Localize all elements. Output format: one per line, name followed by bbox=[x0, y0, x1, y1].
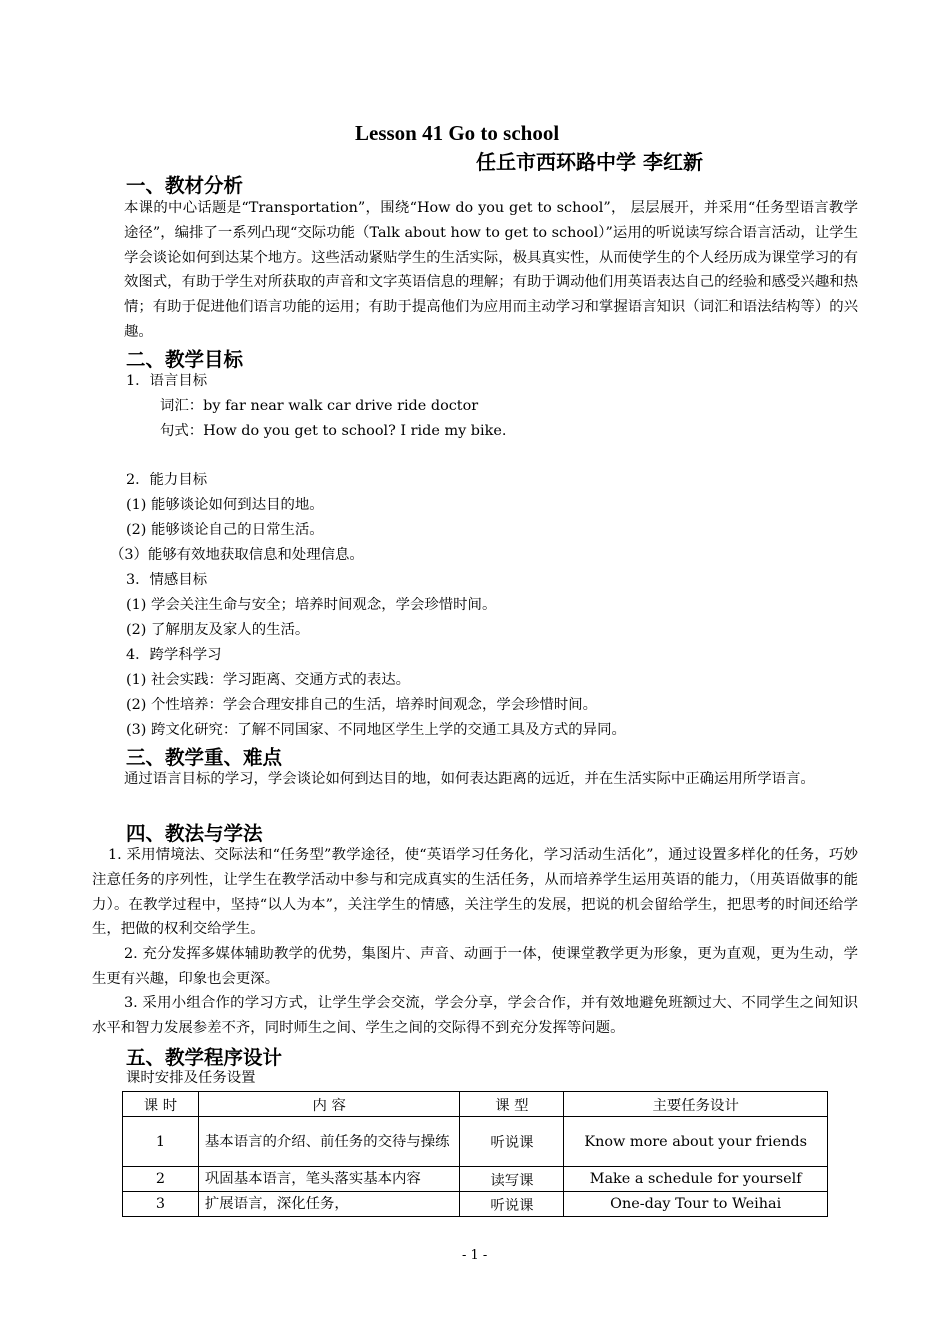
header-type: 课 型 bbox=[460, 1092, 564, 1117]
goal-emotion-2: (2) 了解朋友及家人的生活。 bbox=[126, 622, 310, 638]
header-period: 课 时 bbox=[123, 1092, 199, 1117]
section-2-heading: 二、教学目标 bbox=[126, 348, 244, 371]
schedule-table bbox=[122, 1091, 828, 1217]
row-content: 基本语言的介绍、前任务的交待与操练 bbox=[198, 1117, 460, 1167]
goal-vocabulary: 词汇：by far near walk car drive ride doctor bbox=[160, 398, 479, 414]
goal-ability-2: (2) 能够谈论自己的日常生活。 bbox=[126, 522, 324, 538]
goal-cross-3: (3) 跨文化研究：了解不同国家、不同地区学生上学的交通工具及方式的异同。 bbox=[126, 722, 626, 738]
row-content: 巩固基本语言，笔头落实基本内容 bbox=[198, 1167, 460, 1192]
row-period: 1 bbox=[123, 1117, 199, 1167]
goal-language: 1．语言目标 bbox=[126, 373, 208, 389]
section-4-heading: 四、教法与学法 bbox=[126, 822, 263, 845]
section-4-p2: 2. 充分发挥多媒体辅助教学的优势，集图片、声音、动画于一体，使课堂教学更为形象，更为直观，更为生动，学生更有兴趣，印象也会更深。 bbox=[92, 946, 858, 987]
header-content: 内 容 bbox=[198, 1092, 460, 1117]
section-1-body: 本课的中心话题是“Transportation”，围绕“How do you get to school”， 层层展开，并采用“任务型语言教学途径”，编排了一系列凸现“交际功能（Talk about how to get to school）”运用的听说读写综合语言活动，让学生学会谈论如何到达某个地方。这些活动紧贴学生的生活实际，极具真实性，从而使学生的个人经历成为课堂学习的有效图式，有助于学生对所获取的声音和文字英语信息的理解；有助于调动他们用英语表达自己的经验和感受兴趣和热情；有助于促进他们语言功能的运用；有助于提高他们为应用而主动学习和掌握语言知识（词汇和语法结构等）的兴趣。 bbox=[124, 200, 858, 340]
row-type: 听说课 bbox=[460, 1192, 564, 1217]
row-task: Make a schedule for yourself bbox=[564, 1167, 828, 1192]
section-3-body: 通过语言目标的学习，学会谈论如何到达目的地，如何表达距离的远近，并在生活实际中正确运用所学语言。 bbox=[124, 771, 815, 787]
goal-cross-1: (1) 社会实践：学习距离、交通方式的表达。 bbox=[126, 672, 410, 688]
section-4-p1: 1. 采用情境法、交际法和“任务型”教学途径，使“英语学习任务化，学习活动生活化”，通过设置多样化的任务，巧妙注意任务的序列性，让学生在教学活动中参与和完成真实的生活任务，从而培养学生运用英语的能力，（用英语做事的能力）。在教学过程中，坚持“以人为本”，关注学生的情感，关注学生的发展，把说的机会留给学生，把思考的时间还给学生，把做的权利交给学生。 bbox=[92, 847, 858, 938]
author-line: 任丘市西环路中学 李红新 bbox=[476, 150, 703, 174]
table-caption: 课时安排及任务设置 bbox=[126, 1070, 256, 1086]
row-task: Know more about your friends bbox=[564, 1117, 828, 1167]
row-type: 听说课 bbox=[460, 1117, 564, 1167]
table-row bbox=[123, 1192, 828, 1217]
table-row bbox=[123, 1167, 828, 1192]
goal-emotion: 3．情感目标 bbox=[126, 572, 208, 588]
row-task: One-day Tour to Weihai bbox=[564, 1192, 828, 1217]
goal-cross-2: (2) 个性培养：学会合理安排自己的生活，培养时间观念，学会珍惜时间。 bbox=[126, 697, 598, 713]
goal-ability: 2．能力目标 bbox=[126, 472, 208, 488]
table-header-row bbox=[123, 1092, 828, 1117]
section-5-heading: 五、教学程序设计 bbox=[126, 1046, 283, 1069]
goal-cross: 4．跨学科学习 bbox=[126, 647, 222, 663]
goal-ability-3: （3）能够有效地获取信息和处理信息。 bbox=[110, 547, 364, 563]
section-3-heading: 三、教学重、难点 bbox=[126, 746, 283, 769]
table-row bbox=[123, 1117, 828, 1167]
row-type: 读写课 bbox=[460, 1167, 564, 1192]
goal-ability-1: (1) 能够谈论如何到达目的地。 bbox=[126, 497, 324, 513]
section-1-heading: 一、教材分析 bbox=[126, 174, 244, 197]
page-number: - 1 - bbox=[462, 1248, 488, 1263]
row-content: 扩展语言，深化任务， bbox=[198, 1192, 460, 1217]
row-period: 3 bbox=[123, 1192, 199, 1217]
goal-emotion-1: (1) 学会关注生命与安全；培养时间观念，学会珍惜时间。 bbox=[126, 597, 497, 613]
row-period: 2 bbox=[123, 1167, 199, 1192]
goal-sentence: 句式：How do you get to school? I ride my bike. bbox=[160, 423, 507, 439]
header-task: 主要任务设计 bbox=[564, 1092, 828, 1117]
lesson-title: Lesson 41 Go to school bbox=[355, 121, 560, 145]
section-4-p3: 3. 采用小组合作的学习方式，让学生学会交流，学会分享，学会合作，并有效地避免班额过大、不同学生之间知识水平和智力发展参差不齐，同时师生之间、学生之间的交际得不到充分发挥等问题。 bbox=[92, 995, 858, 1036]
